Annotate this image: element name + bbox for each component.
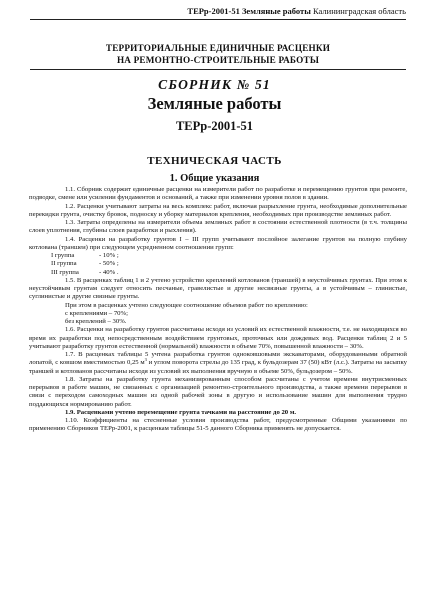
paragraph-1-7	[29, 351, 407, 376]
paragraph-1-9: 1.9. Расценками учтено перемещение грунта тачками на расстояние до 20 м.	[65, 408, 297, 416]
section-title: ТЕХНИЧЕСКАЯ ЧАСТЬ	[147, 155, 282, 167]
paragraph-1-7-start: 1.7. В расценках таблицы 5 учтена разработка грунтов одноковшовыми экскаваторами, оборудованными обратной лопатой, с ковшом вместимостью 0,25 м	[29, 351, 407, 367]
header-rule	[30, 19, 406, 20]
header-region: Калининградская область	[313, 6, 406, 16]
body-text	[29, 186, 407, 434]
group-value: - 10% ;	[99, 252, 119, 259]
paragraph-1-8: 1.8. Затраты на разработку грунта механизированным способом рассчитаны с учетом времени внутрисменных перерывов в работе машин, не связанных с организацией ремонтно-строительного производства, а также времени перерывов в связи с переходом самоходных машин из одной рабочей зоны в другую и использование машин для выполнения трудно поддающихся нормированию работ.	[29, 375, 407, 408]
group-name: III группа	[51, 268, 79, 276]
organization-line-2: НА РЕМОНТНО-СТРОИТЕЛЬНЫЕ РАБОТЫ	[116, 55, 320, 65]
paragraph-1-10: 1.10. Коэффициенты на стесненные условия производства работ, предусмотренные Общими указаниями по применению Сборников ТЕРр-2001, к расценкам таблицы 51-5 данного Сборника применять не допускается.	[29, 417, 407, 433]
list-item	[51, 252, 407, 260]
group-value: - 40% .	[99, 268, 119, 276]
cubic-superscript: 3	[144, 357, 147, 363]
paragraph-1-1: 1.1. Сборник содержит единичные расценки на измерители работ по разработке и перемещению грунтов при ремонте, подводке, смене или усилении фундаментов и оснований, а также при изменении уровня полов в здании.	[29, 186, 407, 202]
paragraph-1-5: 1.5. В расценках таблиц 1 и 2 учтено устройство креплений котлованов (траншей) в неустойчивых грунтах. При этом к неустойчивым грунтам следует относить песчаные, гравелистые и другие несвязные грунты, а в устойчивым – глинистые, суглинистые и другие связные грунты.	[29, 276, 407, 301]
paragraph-1-2: 1.2. Расценки учитывают затраты на весь комплекс работ, включая разрыхление грунта, необходимые дополнительные перекидки грунта, очистку бровок, подноску и уборку материалов крепления, необходимых при производстве земляных работ.	[29, 202, 407, 218]
collection-label: СБОРНИК № 51	[158, 77, 271, 92]
title-rule	[30, 69, 406, 70]
paragraph-1-5-without: без креплений – 30%.	[65, 318, 127, 325]
organization-line-1: ТЕРРИТОРИАЛЬНЫЕ ЕДИНИЧНЫЕ РАСЦЕНКИ	[105, 43, 331, 53]
subsection-title: 1. Общие указания	[169, 173, 260, 184]
paragraph-1-6: 1.6. Расценки на разработку грунтов рассчитаны исходя из условий их естественной влажности, т.е. не находящихся во время их разработки под непосредственным воздействием грунтовых, проточных или дождевых вод. Расценки таблиц 2 и 5 учитывают разработку грунтов естественной (нормальной) влажности в объеме 70%, повышенной влажности – 30%.	[29, 326, 407, 350]
list-item	[51, 260, 407, 268]
group-value: - 50% ;	[99, 260, 119, 268]
collection-code: ТЕРр-2001-51	[175, 119, 254, 133]
group-name: II группа	[51, 260, 77, 268]
paragraph-1-5-with: с креплениями – 70%;	[65, 309, 128, 317]
collection-title: Земляные работы	[147, 94, 282, 113]
paragraph-1-5-ratio: При этом в расценках учтено следующее соотношение объемов работ по креплению:	[65, 301, 308, 309]
paragraph-1-3: 1.3. Затраты определены на измерители объема земляных работ в состоянии естественной плотности (в т.ч. толщины слоев уплотнения, глубины слоев разработки и рыхления).	[29, 219, 407, 235]
header-code: ТЕРр-2001-51 Земляные работы	[187, 6, 311, 16]
list-item	[51, 269, 407, 277]
running-header	[187, 6, 406, 16]
group-name: I группа	[51, 252, 75, 259]
paragraph-1-7-end: и углом поворота стрелы до 135 град, к бульдозерам 37 (50) кВт (л.с.). Затраты на засыпку траншей и котлованов рассчитаны исходя из условий их выполнения вручную в объеме 50%, бульдозером – 50%.	[29, 359, 407, 375]
paragraph-1-4: 1.4. Расценки на разработку грунтов I – III групп учитывают послойное залегание грунтов на полную глубину котлована (траншеи) при следующем усредненном соотношении групп:	[29, 235, 407, 251]
group-ratio-list	[29, 252, 407, 277]
